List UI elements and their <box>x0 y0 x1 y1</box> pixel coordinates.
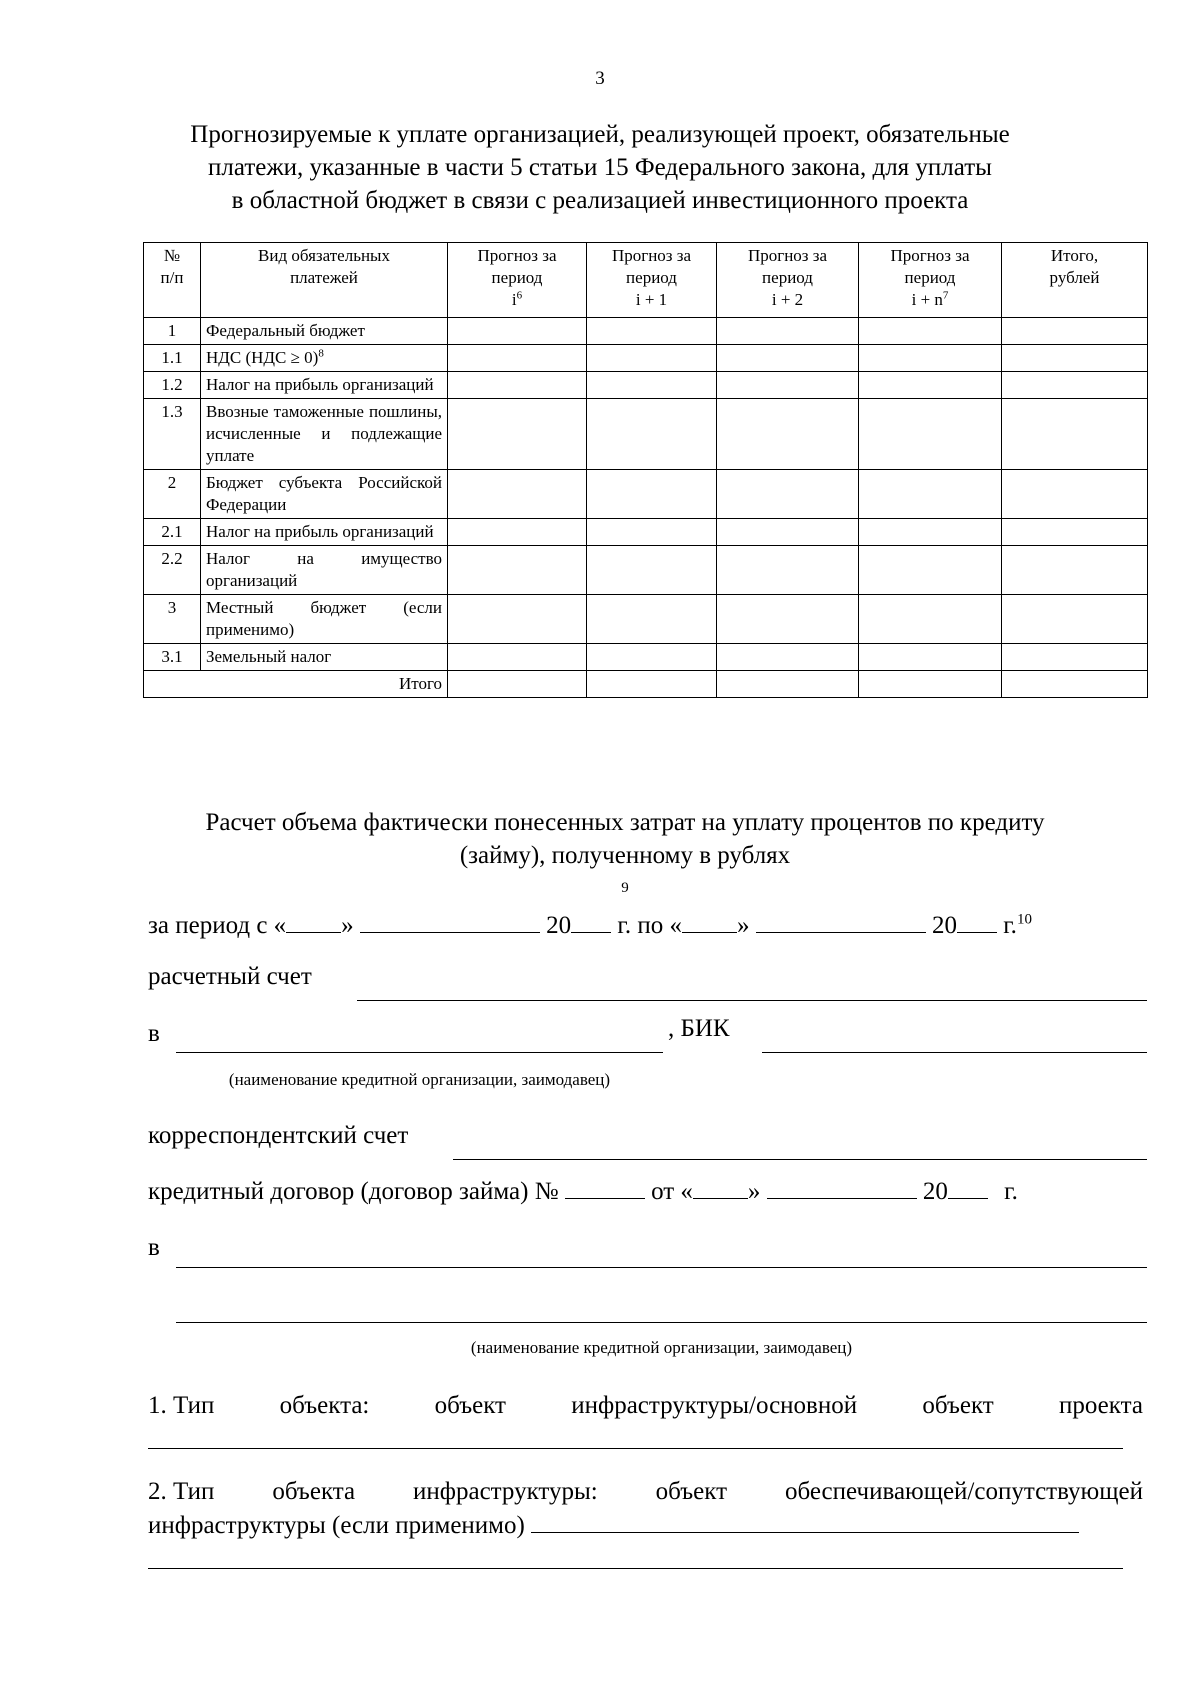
infra-type-line2: инфраструктуры (если применимо) <box>148 1510 1079 1540</box>
cell-input[interactable] <box>1002 399 1148 470</box>
object-type-line: 1. Тип объекта: объект инфраструктуры/основной объект проекта <box>148 1392 1143 1419</box>
obligations-table <box>143 242 1148 698</box>
cell-input[interactable] <box>1002 595 1148 644</box>
row-name: Налог на прибыль организаций <box>201 372 448 399</box>
cell-input[interactable] <box>717 595 859 644</box>
contract-line: кредитный договор (договор займа) № от « » 20 г. <box>148 1178 1018 1205</box>
period-end-day-field[interactable] <box>682 910 737 933</box>
header-period-i: Прогноз за период $i^6$ <box>448 243 587 318</box>
cell-input[interactable] <box>859 470 1002 519</box>
cell-input[interactable] <box>1002 372 1148 399</box>
cell-input[interactable] <box>717 399 859 470</box>
period-end-month-field[interactable] <box>756 910 926 933</box>
table-row <box>144 318 1148 345</box>
account-field[interactable] <box>357 1000 1147 1001</box>
cell-input[interactable] <box>1002 519 1148 546</box>
row-num: 3 <box>144 595 201 644</box>
cell-input[interactable] <box>1002 644 1148 671</box>
footnote-9: 9 <box>621 880 629 896</box>
cell-input[interactable] <box>717 318 859 345</box>
cell-input[interactable] <box>587 470 717 519</box>
cell-input[interactable] <box>587 318 717 345</box>
cell-input[interactable] <box>587 546 717 595</box>
bank2-name-field-2[interactable] <box>176 1322 1147 1323</box>
cell-input[interactable] <box>448 318 587 345</box>
period-line: за период с « » 20 г. по « » 20 г.$^{10}$ <box>148 911 1032 939</box>
cell-input[interactable] <box>717 519 859 546</box>
cell-input[interactable] <box>717 546 859 595</box>
cell-input[interactable] <box>1002 470 1148 519</box>
contract-day-field[interactable] <box>693 1176 748 1199</box>
header-type: Вид обязательных платежей <box>201 243 448 318</box>
infra-type-field[interactable] <box>531 1510 1079 1533</box>
cell-input[interactable] <box>859 318 1002 345</box>
row-num: 1.2 <box>144 372 201 399</box>
table-row <box>144 345 1148 372</box>
bik-field[interactable] <box>762 1052 1147 1053</box>
row-num: 1.1 <box>144 345 201 372</box>
table-title-line: Прогнозируемые к уплате организацией, реализующей проект, обязательные <box>190 121 1010 148</box>
cell-input[interactable] <box>1002 318 1148 345</box>
cell-input[interactable] <box>859 595 1002 644</box>
footnote-6: 6 <box>516 289 523 302</box>
row-name: Федеральный бюджет <box>201 318 448 345</box>
row-name: Налог на имущество организаций <box>201 546 448 595</box>
total-label: Итого <box>144 671 448 698</box>
contract-month-field[interactable] <box>767 1176 917 1199</box>
cell-input[interactable] <box>859 345 1002 372</box>
cell-input[interactable] <box>448 671 587 698</box>
header-period-i1: Прогноз за период i + 1 <box>587 243 717 318</box>
cell-input[interactable] <box>587 595 717 644</box>
bank2-in-label: в <box>148 1234 160 1261</box>
cell-input[interactable] <box>448 470 587 519</box>
row-name: Налог на прибыль организаций <box>201 519 448 546</box>
row-name: Земельный налог <box>201 644 448 671</box>
row-name: НДС (НДС ≥ 0)$^8$ <box>201 345 448 372</box>
period-end-year-field[interactable] <box>957 910 997 933</box>
cell-input[interactable] <box>448 546 587 595</box>
cell-input[interactable] <box>717 345 859 372</box>
cell-input[interactable] <box>448 519 587 546</box>
table-total-row <box>144 671 1148 698</box>
infra-type-field-2[interactable] <box>148 1568 1123 1569</box>
table-title-line: в областной бюджет в связи с реализацией инвестиционного проекта <box>231 187 969 214</box>
calculation-title-line: (займу), полученному в рублях $^9$ <box>459 842 791 896</box>
row-name: Бюджет субъекта Российской Федерации <box>201 470 448 519</box>
cell-input[interactable] <box>448 372 587 399</box>
bank2-caption: (наименование кредитной организации, заимодавец) <box>470 1338 853 1357</box>
table-row <box>144 519 1148 546</box>
cell-input[interactable] <box>1002 546 1148 595</box>
bank-name-field[interactable] <box>176 1052 663 1053</box>
bik-label: , БИК <box>668 1015 730 1042</box>
row-num: 1 <box>144 318 201 345</box>
row-num: 1.3 <box>144 399 201 470</box>
table-row <box>144 546 1148 595</box>
calculation-title-line: Расчет объема фактически понесенных затрат на уплату процентов по кредиту <box>205 809 1045 836</box>
cell-input[interactable] <box>859 671 1002 698</box>
header-period-in: Прогноз за период $i + n^7$ <box>859 243 1002 318</box>
header-total: Итого, рублей <box>1002 243 1148 318</box>
bank-caption: (наименование кредитной организации, заимодавец) <box>228 1070 611 1089</box>
object-type-field[interactable] <box>148 1448 1123 1449</box>
cell-input[interactable] <box>717 644 859 671</box>
period-start-day-field[interactable] <box>286 910 341 933</box>
cell-input[interactable] <box>717 470 859 519</box>
table-row <box>144 399 1148 470</box>
row-num: 2 <box>144 470 201 519</box>
cell-input[interactable] <box>717 671 859 698</box>
cell-input[interactable] <box>587 644 717 671</box>
footnote-7: 7 <box>942 289 949 302</box>
row-num: 2.2 <box>144 546 201 595</box>
corr-account-label: корреспондентский счет <box>148 1122 409 1149</box>
cell-input[interactable] <box>859 372 1002 399</box>
calculation-title <box>130 806 1120 910</box>
cell-input[interactable] <box>859 519 1002 546</box>
table-title <box>130 118 1070 217</box>
cell-input[interactable] <box>717 372 859 399</box>
cell-input[interactable] <box>587 345 717 372</box>
cell-input[interactable] <box>1002 671 1148 698</box>
header-period-i2: Прогноз за период i + 2 <box>717 243 859 318</box>
cell-input[interactable] <box>859 644 1002 671</box>
row-num: 3.1 <box>144 644 201 671</box>
footnote-10: 10 <box>1016 911 1032 928</box>
footnote-8: 8 <box>318 347 324 360</box>
row-num: 2.1 <box>144 519 201 546</box>
cell-input[interactable] <box>448 399 587 470</box>
row-name: Местный бюджет (если применимо) <box>201 595 448 644</box>
contract-number-field[interactable] <box>565 1176 645 1199</box>
corr-account-field[interactable] <box>453 1159 1147 1160</box>
table-row <box>144 644 1148 671</box>
period-start-year-field[interactable] <box>571 910 611 933</box>
table-row <box>144 372 1148 399</box>
cell-input[interactable] <box>448 644 587 671</box>
bank-in-label: в <box>148 1020 160 1047</box>
cell-input[interactable] <box>587 372 717 399</box>
period-start-month-field[interactable] <box>360 910 540 933</box>
cell-input[interactable] <box>587 519 717 546</box>
row-name: Ввозные таможенные пошлины, исчисленные и подлежащие уплате <box>201 399 448 470</box>
table-title-line: платежи, указанные в части 5 статьи 15 Федерального закона, для уплаты <box>208 154 992 181</box>
bank2-name-field[interactable] <box>176 1267 1147 1268</box>
cell-input[interactable] <box>859 399 1002 470</box>
cell-input[interactable] <box>448 595 587 644</box>
header-num: № п/п <box>144 243 201 318</box>
account-label: расчетный счет <box>148 963 312 990</box>
infra-type-line: 2. Тип объекта инфраструктуры: объект обеспечивающей/сопутствующей <box>148 1478 1143 1505</box>
cell-input[interactable] <box>1002 345 1148 372</box>
cell-input[interactable] <box>859 546 1002 595</box>
table-header-row <box>144 243 1148 318</box>
cell-input[interactable] <box>587 671 717 698</box>
page-number: 3 <box>595 68 605 89</box>
table-row <box>144 595 1148 644</box>
table-row <box>144 470 1148 519</box>
cell-input[interactable] <box>587 399 717 470</box>
cell-input[interactable] <box>448 345 587 372</box>
contract-year-field[interactable] <box>948 1176 988 1199</box>
